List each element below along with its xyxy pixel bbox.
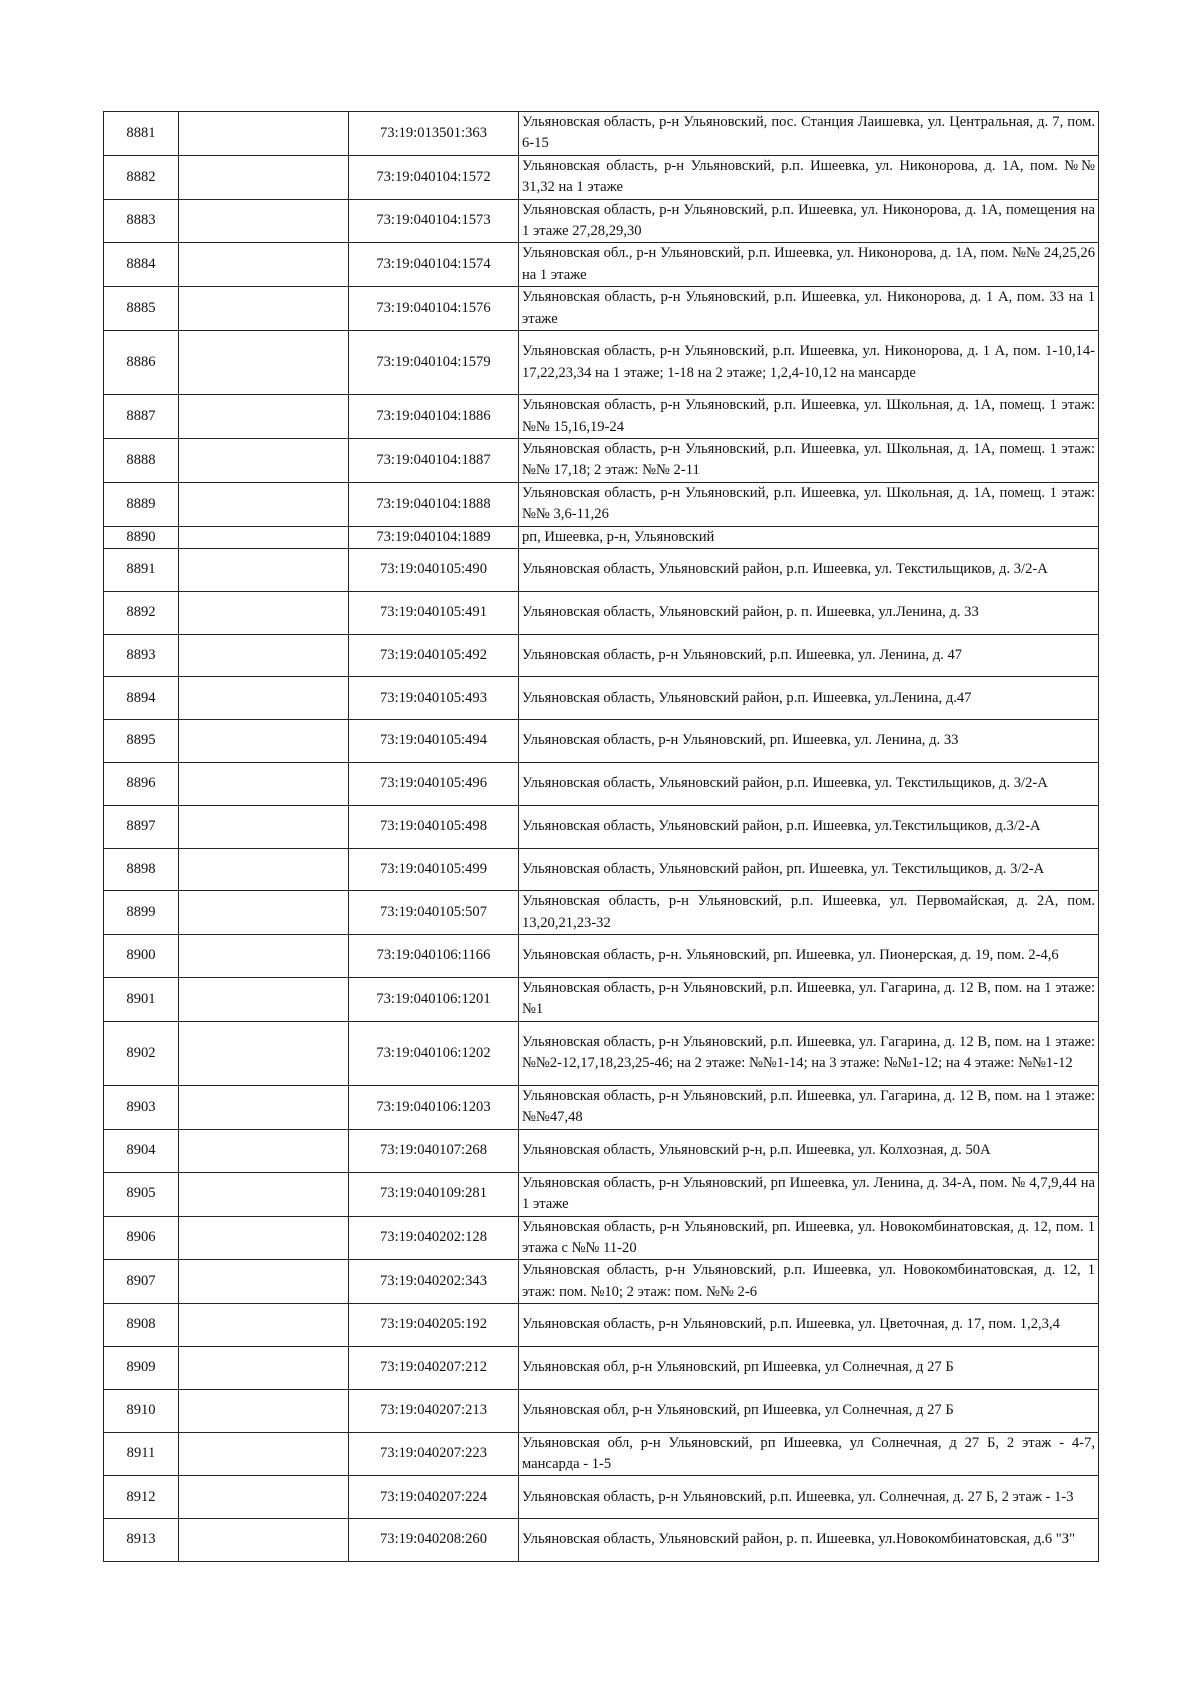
empty-cell <box>179 482 349 526</box>
row-number-cell: 8881 <box>104 112 179 156</box>
empty-cell <box>179 439 349 483</box>
row-number-cell: 8897 <box>104 805 179 848</box>
table-row <box>104 112 1099 156</box>
row-number-cell: 8907 <box>104 1260 179 1304</box>
row-number-cell: 8909 <box>104 1346 179 1389</box>
cadastral-number-cell: 73:19:040109:281 <box>349 1172 519 1216</box>
address-cell: Ульяновская область, р-н Ульяновский, р.п. Ишеевка, ул. Школьная, д. 1А, помещ. 1 этаж: №№ 17,18; 2 этаж: №№ 2-11 <box>519 439 1099 483</box>
cadastral-number-cell: 73:19:040105:492 <box>349 634 519 677</box>
table-row <box>104 677 1099 720</box>
row-number-cell: 8912 <box>104 1476 179 1519</box>
table-row <box>104 549 1099 592</box>
row-number-cell: 8906 <box>104 1216 179 1260</box>
table-row <box>104 891 1099 935</box>
row-number-cell: 8913 <box>104 1519 179 1562</box>
cadastral-number-cell: 73:19:040105:493 <box>349 677 519 720</box>
cadastral-number-cell: 73:19:040105:498 <box>349 805 519 848</box>
cadastral-number-cell: 73:19:040205:192 <box>349 1304 519 1347</box>
address-cell: рп, Ишеевка, р-н, Ульяновский <box>519 526 1099 548</box>
cadastral-number-cell: 73:19:040207:223 <box>349 1432 519 1476</box>
empty-cell <box>179 395 349 439</box>
cadastral-number-cell: 73:19:040104:1576 <box>349 287 519 331</box>
table-row <box>104 848 1099 891</box>
empty-cell <box>179 978 349 1022</box>
empty-cell <box>179 591 349 634</box>
address-cell: Ульяновская область, р-н Ульяновский, р.п. Ишеевка, ул. Никонорова, д. 1А, помещения на 1 этаже 27,28,29,30 <box>519 199 1099 243</box>
cadastral-number-cell: 73:19:040104:1573 <box>349 199 519 243</box>
row-number-cell: 8890 <box>104 526 179 548</box>
table-row <box>104 287 1099 331</box>
row-number-cell: 8896 <box>104 763 179 806</box>
address-cell: Ульяновская область, р-н Ульяновский, рп. Ишеевка, ул. Ленина, д. 33 <box>519 720 1099 763</box>
address-cell: Ульяновская обл., р-н Ульяновский, р.п. Ишеевка, ул. Никонорова, д. 1А, пом. №№ 24,25,26 на 1 этаже <box>519 243 1099 287</box>
address-cell: Ульяновская область, р-н Ульяновский, р.п. Ишеевка, ул. Школьная, д. 1А, помещ. 1 этаж: №№ 15,16,19-24 <box>519 395 1099 439</box>
empty-cell <box>179 634 349 677</box>
table-row <box>104 1476 1099 1519</box>
cadastral-number-cell: 73:19:040208:260 <box>349 1519 519 1562</box>
table-row <box>104 395 1099 439</box>
table-row <box>104 1389 1099 1432</box>
address-cell: Ульяновская область, Ульяновский район, р.п. Ишеевка, ул. Текстильщиков, д. 3/2-А <box>519 549 1099 592</box>
address-cell: Ульяновская область, Ульяновский район, р.п. Ишеевка, ул.Ленина, д.47 <box>519 677 1099 720</box>
cadastral-number-cell: 73:19:040207:212 <box>349 1346 519 1389</box>
row-number-cell: 8885 <box>104 287 179 331</box>
cadastral-number-cell: 73:19:040207:224 <box>349 1476 519 1519</box>
row-number-cell: 8893 <box>104 634 179 677</box>
cadastral-number-cell: 73:19:040105:494 <box>349 720 519 763</box>
empty-cell <box>179 848 349 891</box>
row-number-cell: 8901 <box>104 978 179 1022</box>
empty-cell <box>179 1216 349 1260</box>
empty-cell <box>179 1304 349 1347</box>
row-number-cell: 8908 <box>104 1304 179 1347</box>
cadastral-number-cell: 73:19:040202:128 <box>349 1216 519 1260</box>
row-number-cell: 8892 <box>104 591 179 634</box>
empty-cell <box>179 1260 349 1304</box>
row-number-cell: 8904 <box>104 1129 179 1172</box>
cadastral-number-cell: 73:19:040104:1574 <box>349 243 519 287</box>
table-row <box>104 720 1099 763</box>
row-number-cell: 8899 <box>104 891 179 935</box>
empty-cell <box>179 720 349 763</box>
cadastral-number-cell: 73:19:040104:1889 <box>349 526 519 548</box>
address-cell: Ульяновская область, Ульяновский район, р.п. Ишеевка, ул. Текстильщиков, д. 3/2-А <box>519 763 1099 806</box>
row-number-cell: 8891 <box>104 549 179 592</box>
cadastral-number-cell: 73:19:040105:496 <box>349 763 519 806</box>
table-row <box>104 526 1099 548</box>
row-number-cell: 8888 <box>104 439 179 483</box>
cadastral-number-cell: 73:19:013501:363 <box>349 112 519 156</box>
table-row <box>104 199 1099 243</box>
cadastral-number-cell: 73:19:040202:343 <box>349 1260 519 1304</box>
table-row <box>104 1260 1099 1304</box>
address-cell: Ульяновская область, р-н Ульяновский, рп Ишеевка, ул. Ленина, д. 34-А, пом. № 4,7,9,44 на 1 этаже <box>519 1172 1099 1216</box>
cadastral-number-cell: 73:19:040105:499 <box>349 848 519 891</box>
address-cell: Ульяновская область, р-н. Ульяновский, рп. Ишеевка, ул. Пионерская, д. 19, пом. 2-4,6 <box>519 935 1099 978</box>
empty-cell <box>179 1432 349 1476</box>
registry-body <box>104 112 1099 1562</box>
address-cell: Ульяновская область, р-н Ульяновский, р.п. Ишеевка, ул. Никонорова, д. 1А, пом. №№ 31,32 на 1 этаже <box>519 155 1099 199</box>
table-row <box>104 1519 1099 1562</box>
address-cell: Ульяновская область, р-н Ульяновский, р.п. Ишеевка, ул. Гагарина, д. 12 В, пом. на 1 этаже: №№2-12,17,18,23,25-46; на 2 этаже: №№1-14; на 3 этаже: №№1-12; на 4 этаже: №№1-12 <box>519 1021 1099 1085</box>
cadastral-number-cell: 73:19:040107:268 <box>349 1129 519 1172</box>
cadastral-number-cell: 73:19:040106:1203 <box>349 1086 519 1130</box>
address-cell: Ульяновская область, Ульяновский район, р. п. Ишеевка, ул.Новокомбинатовская, д.6 "З" <box>519 1519 1099 1562</box>
address-cell: Ульяновская область, Ульяновский район, рп. Ишеевка, ул. Текстильщиков, д. 3/2-А <box>519 848 1099 891</box>
empty-cell <box>179 1086 349 1130</box>
table-row <box>104 439 1099 483</box>
empty-cell <box>179 155 349 199</box>
empty-cell <box>179 526 349 548</box>
empty-cell <box>179 1476 349 1519</box>
table-row <box>104 978 1099 1022</box>
address-cell: Ульяновская область, р-н Ульяновский, р.п. Ишеевка, ул. Гагарина, д. 12 В, пом. на 1 этаже: №1 <box>519 978 1099 1022</box>
table-row <box>104 1304 1099 1347</box>
table-row <box>104 155 1099 199</box>
empty-cell <box>179 1021 349 1085</box>
property-registry-table <box>103 111 1099 1562</box>
address-cell: Ульяновская область, р-н Ульяновский, р.п. Ишеевка, ул. Ленина, д. 47 <box>519 634 1099 677</box>
address-cell: Ульяновская область, р-н Ульяновский, пос. Станция Лаишевка, ул. Центральная, д. 7, пом. 6-15 <box>519 112 1099 156</box>
row-number-cell: 8882 <box>104 155 179 199</box>
address-cell: Ульяновская обл, р-н Ульяновский, рп Ишеевка, ул Солнечная, д 27 Б <box>519 1346 1099 1389</box>
cadastral-number-cell: 73:19:040105:507 <box>349 891 519 935</box>
table-row <box>104 1129 1099 1172</box>
empty-cell <box>179 763 349 806</box>
table-row <box>104 1086 1099 1130</box>
address-cell: Ульяновская обл, р-н Ульяновский, рп Ишеевка, ул Солнечная, д 27 Б, 2 этаж - 4-7, мансарда - 1-5 <box>519 1432 1099 1476</box>
row-number-cell: 8883 <box>104 199 179 243</box>
empty-cell <box>179 1519 349 1562</box>
table-row <box>104 482 1099 526</box>
table-row <box>104 805 1099 848</box>
address-cell: Ульяновская область, р-н Ульяновский, р.п. Ишеевка, ул. Солнечная, д. 27 Б, 2 этаж - 1-3 <box>519 1476 1099 1519</box>
table-row <box>104 935 1099 978</box>
table-row <box>104 1021 1099 1085</box>
address-cell: Ульяновская область, р-н Ульяновский, р.п. Ишеевка, ул. Цветочная, д. 17, пом. 1,2,3,4 <box>519 1304 1099 1347</box>
address-cell: Ульяновская область, Ульяновский район, р.п. Ишеевка, ул.Текстильщиков, д.3/2-А <box>519 805 1099 848</box>
table-row <box>104 1346 1099 1389</box>
row-number-cell: 8900 <box>104 935 179 978</box>
address-cell: Ульяновская область, р-н Ульяновский, р.п. Ишеевка, ул. Новокомбинатовская, д. 12, 1 этаж: пом. №10; 2 этаж: пом. №№ 2-6 <box>519 1260 1099 1304</box>
empty-cell <box>179 1389 349 1432</box>
cadastral-number-cell: 73:19:040106:1201 <box>349 978 519 1022</box>
row-number-cell: 8898 <box>104 848 179 891</box>
empty-cell <box>179 677 349 720</box>
row-number-cell: 8911 <box>104 1432 179 1476</box>
empty-cell <box>179 243 349 287</box>
empty-cell <box>179 1346 349 1389</box>
row-number-cell: 8895 <box>104 720 179 763</box>
cadastral-number-cell: 73:19:040207:213 <box>349 1389 519 1432</box>
row-number-cell: 8886 <box>104 331 179 395</box>
empty-cell <box>179 199 349 243</box>
cadastral-number-cell: 73:19:040104:1886 <box>349 395 519 439</box>
cadastral-number-cell: 73:19:040104:1572 <box>349 155 519 199</box>
table-row <box>104 243 1099 287</box>
empty-cell <box>179 549 349 592</box>
empty-cell <box>179 331 349 395</box>
row-number-cell: 8902 <box>104 1021 179 1085</box>
empty-cell <box>179 112 349 156</box>
empty-cell <box>179 1172 349 1216</box>
table-row <box>104 1216 1099 1260</box>
empty-cell <box>179 935 349 978</box>
address-cell: Ульяновская обл, р-н Ульяновский, рп Ишеевка, ул Солнечная, д 27 Б <box>519 1389 1099 1432</box>
cadastral-number-cell: 73:19:040106:1166 <box>349 935 519 978</box>
cadastral-number-cell: 73:19:040104:1579 <box>349 331 519 395</box>
row-number-cell: 8910 <box>104 1389 179 1432</box>
row-number-cell: 8905 <box>104 1172 179 1216</box>
address-cell: Ульяновская область, Ульяновский район, р. п. Ишеевка, ул.Ленина, д. 33 <box>519 591 1099 634</box>
row-number-cell: 8884 <box>104 243 179 287</box>
table-row <box>104 634 1099 677</box>
row-number-cell: 8887 <box>104 395 179 439</box>
row-number-cell: 8889 <box>104 482 179 526</box>
address-cell: Ульяновская область, Ульяновский р-н, р.п. Ишеевка, ул. Колхозная, д. 50А <box>519 1129 1099 1172</box>
cadastral-number-cell: 73:19:040106:1202 <box>349 1021 519 1085</box>
cadastral-number-cell: 73:19:040105:491 <box>349 591 519 634</box>
empty-cell <box>179 805 349 848</box>
table-row <box>104 763 1099 806</box>
table-row <box>104 1432 1099 1476</box>
empty-cell <box>179 287 349 331</box>
row-number-cell: 8894 <box>104 677 179 720</box>
cadastral-number-cell: 73:19:040105:490 <box>349 549 519 592</box>
address-cell: Ульяновская область, р-н Ульяновский, р.п. Ишеевка, ул. Никонорова, д. 1 А, пом. 33 на 1 этаже <box>519 287 1099 331</box>
address-cell: Ульяновская область, р-н Ульяновский, р.п. Ишеевка, ул. Никонорова, д. 1 А, пом. 1-10,14-17,22,23,34 на 1 этаже; 1-18 на 2 этаже; 1,2,4-10,12 на мансарде <box>519 331 1099 395</box>
empty-cell <box>179 891 349 935</box>
table-row <box>104 591 1099 634</box>
address-cell: Ульяновская область, р-н Ульяновский, р.п. Ишеевка, ул. Первомайская, д. 2А, пом. 13,20,21,23-32 <box>519 891 1099 935</box>
table-row <box>104 1172 1099 1216</box>
empty-cell <box>179 1129 349 1172</box>
address-cell: Ульяновская область, р-н Ульяновский, р.п. Ишеевка, ул. Школьная, д. 1А, помещ. 1 этаж: №№ 3,6-11,26 <box>519 482 1099 526</box>
table-row <box>104 331 1099 395</box>
address-cell: Ульяновская область, р-н Ульяновский, рп. Ишеевка, ул. Новокомбинатовская, д. 12, пом. 1 этажа с №№ 11-20 <box>519 1216 1099 1260</box>
address-cell: Ульяновская область, р-н Ульяновский, р.п. Ишеевка, ул. Гагарина, д. 12 В, пом. на 1 этаже: №№47,48 <box>519 1086 1099 1130</box>
cadastral-number-cell: 73:19:040104:1888 <box>349 482 519 526</box>
cadastral-number-cell: 73:19:040104:1887 <box>349 439 519 483</box>
row-number-cell: 8903 <box>104 1086 179 1130</box>
